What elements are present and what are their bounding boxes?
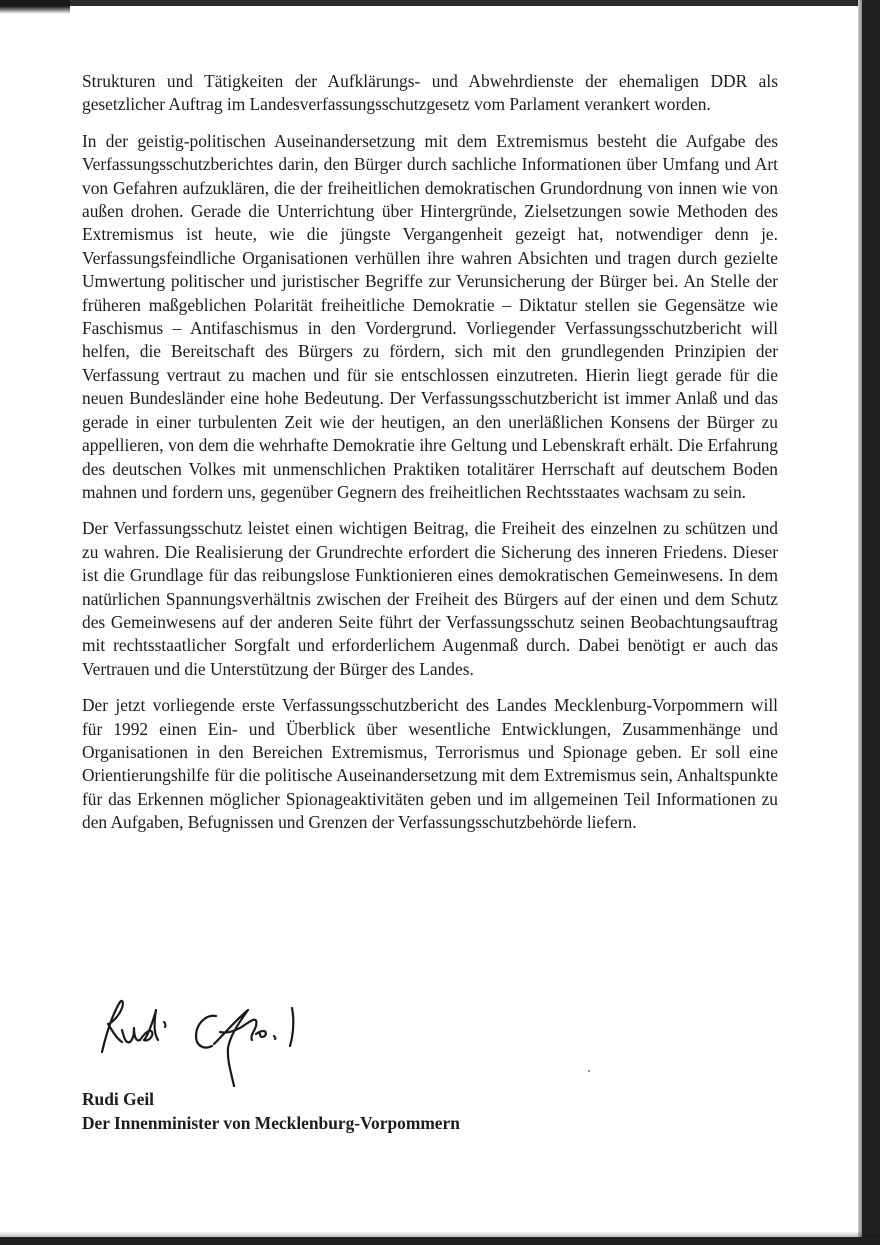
body-text xyxy=(82,70,778,848)
signer-block xyxy=(82,1087,460,1135)
signer-name: Rudi Geil xyxy=(82,1089,154,1109)
paragraph-3: Der Verfassungsschutz leistet einen wichtigen Beitrag, die Freiheit des einzelnen zu schützen und zu wahren. Die Realisierung der Grundrechte erfordert die Sicherung des inneren Friedens. Dieser ist die Grundlage für das reibungslose Funktionieren eines demokratischen Gemeinwesens. In dem natürlichen Spannungsverhältnis zwischen der Freiheit des Bürgers auf der einen und dem Schutz des Gemeinwesens auf der anderen Seite führt der Verfassungsschutz seinen Beobachtungsauftrag mit rechtsstaatlicher Sorgfalt und erforderlichem Augenmaß durch. Dabei benötigt er auch das Vertrauen und die Unterstützung der Bürger des Landes. xyxy=(82,518,778,679)
scan-edge-bottom xyxy=(0,1237,880,1245)
scan-edge-top xyxy=(0,0,880,6)
scan-corner-shadow xyxy=(0,0,70,14)
paragraph-4: Der jetzt vorliegende erste Verfassungsschutzbericht des Landes Mecklenburg-Vorpommern will für 1992 einen Ein- und Überblick über wesentliche Entwicklungen, Zusammenhänge und Organisationen in den Bereichen Extremismus, Terrorismus und Spionage geben. Er soll eine Orientierungshilfe für die politische Auseinandersetzung mit dem Extremismus sein, Anhaltspunkte für das Erkennen möglicher Spionageaktivitäten geben und im allgemeinen Teil Informationen zu den Aufgaben, Befugnissen und Grenzen der Verfassungsschutzbehörde liefern. xyxy=(82,695,778,833)
signer-title: Der Innenminister von Mecklenburg-Vorpommern xyxy=(82,1113,460,1133)
speck xyxy=(588,1070,590,1072)
scan-edge-right xyxy=(862,0,880,1245)
paragraph-1: Strukturen und Tätigkeiten der Aufklärungs- und Abwehrdienste der ehemaligen DDR als gesetzlicher Auftrag im Landesverfassungsschutzgesetz vom Parlament verankert worden. xyxy=(82,71,778,115)
paragraph-2: In der geistig-politischen Auseinandersetzung mit dem Extremismus besteht die Aufgabe des Verfassungsschutzberichtes darin, den Bürger durch sachliche Informationen über Umfang und Art von Gefahren aufzuklären, die der freiheitlichen demokratischen Grundordnung von innen wie von außen drohen. Gerade die Unterrichtung über Hintergründe, Zielsetzungen sowie Methoden des Extremismus ist heute, wie die jüngste Vergangenheit gezeigt hat, notwendiger denn je. Verfassungsfeindliche Organisationen verhüllen ihre wahren Absichten und tragen durch gezielte Umwertung politischer und juristischer Begriffe zur Verunsicherung der Bürger bei. An Stelle der früheren maßgeblichen Polarität freiheitliche Demokratie – Diktatur stellen sie Gegensätze wie Faschismus – Antifaschismus in den Vordergrund. Vorliegender Verfassungsschutzbericht will helfen, die Bereitschaft des Bürgers zu fördern, sich mit den grundlegenden Prinzipien der Verfassung vertraut zu machen und für sie entschlossen einzutreten. Hierin liegt gerade für die neuen Bundesländer eine hohe Bedeutung. Der Verfassungsschutzbericht ist immer Anlaß und das gerade in einer turbulenten Zeit wie der heutigen, an den unerläßlichen Konsens der Bürger zu appellieren, von dem die wehrhafte Demokratie ihre Geltung und Lebenskraft erhält. Die Erfahrung des deutschen Volkes mit unmenschlichen Praktiken totalitärer Herrschaft auf deutschem Boden mahnen und fordern uns, gegenüber Gegnern des freiheitlichen Rechtsstaates wachsam zu sein. xyxy=(82,130,778,502)
handwritten-signature xyxy=(88,990,348,1100)
